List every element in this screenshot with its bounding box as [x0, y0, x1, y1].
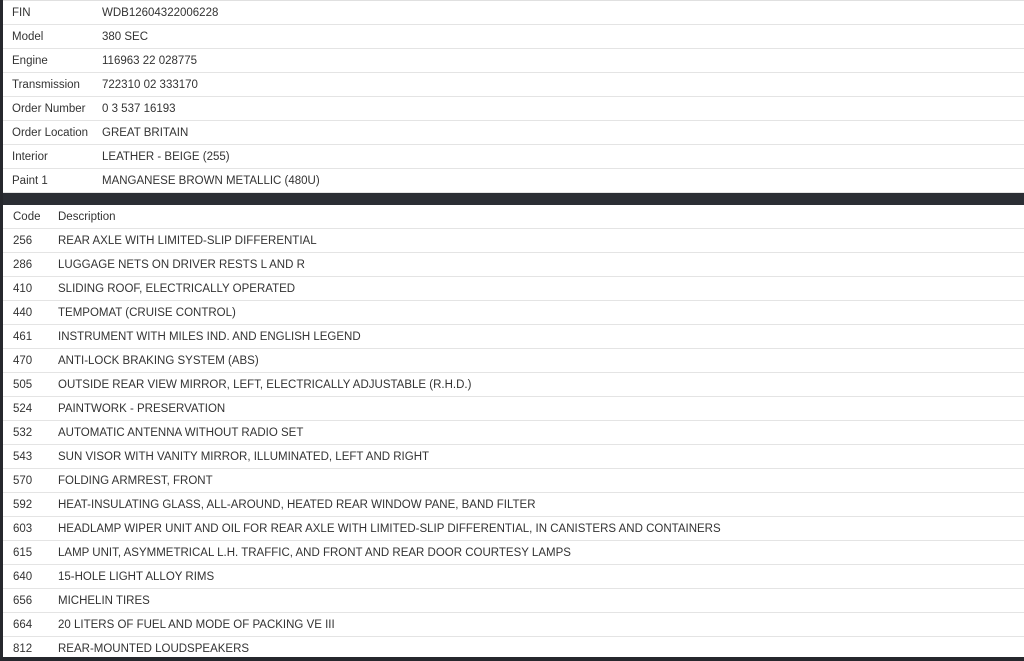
info-label: Engine [12, 54, 48, 67]
option-row [3, 517, 1024, 541]
option-code: 543 [13, 450, 33, 463]
option-row [3, 469, 1024, 493]
option-description: LAMP UNIT, ASYMMETRICAL L.H. TRAFFIC, AND FRONT AND REAR DOOR COURTESY LAMPS [58, 546, 571, 559]
info-value: MANGANESE BROWN METALLIC (480U) [102, 174, 320, 187]
info-label: Interior [12, 150, 48, 163]
option-description: FOLDING ARMREST, FRONT [58, 474, 213, 487]
section-separator-bar [3, 193, 1024, 205]
option-row [3, 445, 1024, 469]
info-row [3, 169, 1024, 193]
info-label: Order Location [12, 126, 89, 139]
info-row [3, 1, 1024, 25]
option-code: 440 [13, 306, 33, 319]
info-row [3, 73, 1024, 97]
info-row [3, 97, 1024, 121]
info-label: Order Number [12, 102, 86, 115]
option-row [3, 349, 1024, 373]
info-label: Paint 1 [12, 174, 48, 187]
bottom-edge-bar [0, 657, 1024, 661]
options-table [3, 205, 1024, 661]
option-description: TEMPOMAT (CRUISE CONTROL) [58, 306, 236, 319]
info-value: 0 3 537 16193 [102, 102, 176, 115]
option-row [3, 493, 1024, 517]
option-description: AUTOMATIC ANTENNA WITHOUT RADIO SET [58, 426, 304, 439]
option-code: 410 [13, 282, 33, 295]
option-row [3, 613, 1024, 637]
option-code: 505 [13, 378, 33, 391]
option-description: 15-HOLE LIGHT ALLOY RIMS [58, 570, 215, 583]
option-code: 640 [13, 570, 33, 583]
option-code: 524 [13, 402, 33, 415]
info-label: Model [12, 30, 44, 43]
option-description: MICHELIN TIRES [58, 594, 150, 607]
option-row [3, 325, 1024, 349]
option-code: 603 [13, 522, 33, 535]
info-value: WDB12604322006228 [102, 6, 219, 19]
info-row [3, 145, 1024, 169]
option-code: 812 [13, 642, 33, 655]
option-description: LUGGAGE NETS ON DRIVER RESTS L AND R [58, 258, 305, 271]
option-code: 256 [13, 234, 33, 247]
option-row [3, 253, 1024, 277]
left-edge-bar [0, 0, 3, 661]
option-code: 286 [13, 258, 33, 271]
option-code: 470 [13, 354, 33, 367]
description-column-header: Description [58, 210, 116, 223]
option-code: 656 [13, 594, 33, 607]
info-value: 380 SEC [102, 30, 149, 43]
info-value: LEATHER - BEIGE (255) [102, 150, 230, 163]
option-description: HEAT-INSULATING GLASS, ALL-AROUND, HEATED REAR WINDOW PANE, BAND FILTER [58, 498, 536, 511]
vehicle-info-table [3, 0, 1024, 193]
info-value: GREAT BRITAIN [102, 126, 189, 139]
option-description: PAINTWORK - PRESERVATION [58, 402, 226, 415]
datacard-content [3, 0, 1024, 661]
info-row [3, 49, 1024, 73]
option-code: 532 [13, 426, 33, 439]
options-table-body [3, 229, 1024, 661]
option-row [3, 541, 1024, 565]
option-code: 570 [13, 474, 33, 487]
options-table-header [3, 205, 1024, 229]
info-value: 116963 22 028775 [102, 54, 198, 67]
option-description: HEADLAMP WIPER UNIT AND OIL FOR REAR AXLE WITH LIMITED-SLIP DIFFERENTIAL, IN CANISTERS AND CONTAINERS [58, 522, 721, 535]
option-description: 20 LITERS OF FUEL AND MODE OF PACKING VE III [58, 618, 335, 631]
option-description: OUTSIDE REAR VIEW MIRROR, LEFT, ELECTRICALLY ADJUSTABLE (R.H.D.) [58, 378, 472, 391]
option-row [3, 277, 1024, 301]
option-description: SUN VISOR WITH VANITY MIRROR, ILLUMINATED, LEFT AND RIGHT [58, 450, 430, 463]
option-row [3, 421, 1024, 445]
option-row [3, 301, 1024, 325]
info-label: Transmission [12, 78, 80, 91]
option-description: ANTI-LOCK BRAKING SYSTEM (ABS) [58, 354, 259, 367]
info-row [3, 121, 1024, 145]
option-code: 664 [13, 618, 33, 631]
option-description: REAR-MOUNTED LOUDSPEAKERS [58, 642, 250, 655]
option-description: SLIDING ROOF, ELECTRICALLY OPERATED [58, 282, 296, 295]
option-row [3, 565, 1024, 589]
info-row [3, 25, 1024, 49]
option-description: INSTRUMENT WITH MILES IND. AND ENGLISH LEGEND [58, 330, 361, 343]
option-row [3, 589, 1024, 613]
option-row [3, 229, 1024, 253]
option-description: REAR AXLE WITH LIMITED-SLIP DIFFERENTIAL [58, 234, 317, 247]
option-row [3, 373, 1024, 397]
option-code: 592 [13, 498, 33, 511]
option-row [3, 397, 1024, 421]
info-value: 722310 02 333170 [102, 78, 198, 91]
option-code: 461 [13, 330, 33, 343]
option-code: 615 [13, 546, 33, 559]
code-column-header: Code [13, 210, 41, 223]
info-label: FIN [12, 6, 31, 19]
